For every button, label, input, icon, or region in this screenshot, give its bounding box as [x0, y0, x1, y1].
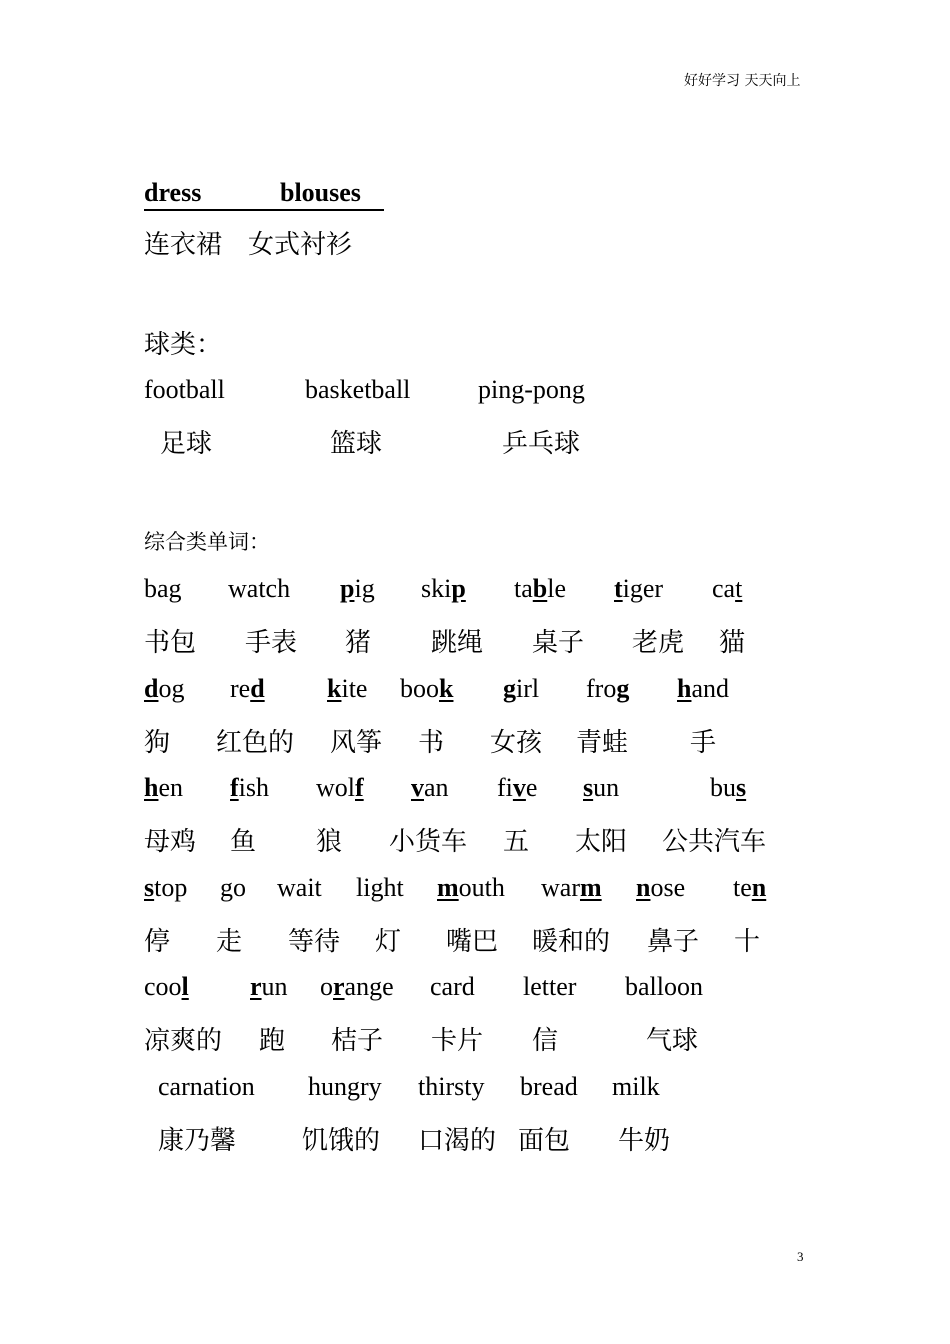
misc-translation: 饥饿的 [302, 1126, 381, 1156]
highlighted-letter: p [451, 574, 466, 603]
misc-word [586, 674, 629, 704]
word-part: ca [712, 574, 736, 603]
misc-translation: 信 [532, 1026, 559, 1056]
word-part: wol [316, 773, 355, 802]
misc-translation: 走 [216, 927, 243, 957]
misc-heading: 综合类单词： [144, 530, 270, 554]
misc-translation: 小货车 [389, 827, 468, 857]
misc-word [144, 773, 183, 803]
misc-word [437, 873, 505, 903]
highlighted-letter: m [437, 873, 459, 902]
word-part: wait [277, 873, 322, 902]
word-part: hungry [308, 1072, 382, 1101]
word-part: card [430, 972, 475, 1001]
clothes-underline [144, 209, 384, 211]
word-part: en [158, 773, 184, 802]
ball-word-1: football [144, 375, 225, 404]
word-part: og [158, 674, 185, 703]
word-part: carnation [158, 1072, 255, 1101]
word-part: outh [458, 873, 505, 902]
word-part: ish [238, 773, 270, 802]
ball-zh-1: 足球 [160, 429, 213, 459]
misc-word [340, 574, 375, 604]
misc-word [712, 574, 742, 604]
misc-translation: 灯 [375, 927, 402, 957]
misc-word [158, 1072, 255, 1102]
word-part: an [424, 773, 449, 802]
misc-translation: 康乃馨 [158, 1126, 237, 1156]
word-part: boo [400, 674, 439, 703]
misc-translation: 等待 [288, 927, 341, 957]
misc-word [625, 972, 703, 1002]
highlighted-letter: p [340, 574, 355, 603]
word-part: milk [612, 1072, 660, 1101]
highlighted-letter: k [439, 674, 454, 703]
misc-translation: 太阳 [575, 827, 628, 857]
word-part: letter [523, 972, 577, 1001]
highlighted-letter: m [579, 873, 602, 902]
word-part: iger [622, 574, 664, 603]
misc-word [677, 674, 729, 704]
word-part: thirsty [418, 1072, 485, 1101]
clothes-chinese-line: 连衣裙 女式衬衫 [144, 230, 353, 260]
misc-word [612, 1072, 660, 1102]
word-part: top [154, 873, 188, 902]
word-part: bread [520, 1072, 578, 1101]
word-part: ange [344, 972, 394, 1001]
highlighted-letter: n [636, 873, 651, 902]
misc-word [316, 773, 364, 803]
highlighted-letter: v [411, 773, 424, 802]
misc-translation: 牛奶 [618, 1126, 671, 1156]
misc-word [614, 574, 663, 604]
misc-word [503, 674, 539, 704]
misc-translation: 鱼 [230, 827, 257, 857]
misc-translation: 鼻子 [647, 927, 700, 957]
ball-zh-3: 乒乓球 [502, 429, 581, 459]
misc-word [733, 873, 766, 903]
highlighted-letter: f [230, 773, 239, 802]
highlighted-letter: f [355, 773, 364, 802]
misc-translation: 猫 [719, 628, 746, 658]
misc-word [523, 972, 576, 1002]
misc-word [421, 574, 466, 604]
misc-word [356, 873, 404, 903]
word-part: ig [354, 574, 375, 603]
highlighted-letter: s [583, 773, 594, 802]
misc-word [220, 873, 246, 903]
misc-translation: 手表 [245, 628, 298, 658]
misc-translation: 暖和的 [532, 927, 611, 957]
balls-heading: 球类： [144, 330, 223, 360]
misc-translation: 书包 [144, 628, 197, 658]
highlighted-letter: s [144, 873, 155, 902]
misc-word [144, 674, 184, 704]
word-part: ite [341, 674, 368, 703]
misc-word [144, 574, 182, 604]
misc-translation: 老虎 [632, 628, 685, 658]
word-part: un [261, 972, 288, 1001]
page-header: 好好学习 天天向上 [684, 73, 801, 89]
misc-word [497, 773, 537, 803]
misc-translation: 气球 [646, 1026, 699, 1056]
highlighted-letter: r [333, 972, 345, 1001]
word-part: le [547, 574, 566, 603]
word-part: light [356, 873, 404, 902]
misc-word [230, 773, 269, 803]
word-part: irl [516, 674, 540, 703]
word-part: and [691, 674, 730, 703]
misc-word [327, 674, 367, 704]
misc-word [320, 972, 394, 1002]
misc-translation: 桔子 [331, 1026, 384, 1056]
highlighted-letter: d [250, 674, 265, 703]
misc-translation: 桌子 [532, 628, 585, 658]
word-dress: dress [144, 178, 202, 207]
misc-translation: 停 [144, 927, 171, 957]
ball-word-2: basketball [305, 375, 411, 404]
word-part: go [220, 873, 246, 902]
misc-translation: 凉爽的 [144, 1026, 223, 1056]
misc-word [418, 1072, 484, 1102]
misc-translation: 狗 [144, 728, 171, 758]
misc-translation: 风筝 [330, 728, 383, 758]
misc-translation: 猪 [345, 628, 372, 658]
misc-word [228, 574, 290, 604]
highlighted-letter: b [532, 574, 548, 603]
word-part: re [230, 674, 251, 703]
word-part: o [320, 972, 333, 1001]
ball-zh-2: 篮球 [330, 429, 383, 459]
misc-translation: 公共汽车 [662, 827, 767, 857]
word-part: bag [144, 574, 182, 603]
word-part: ta [514, 574, 533, 603]
word-part: t [735, 574, 743, 603]
misc-translation: 五 [503, 827, 530, 857]
clothes-english-line [144, 178, 361, 208]
misc-word [636, 873, 685, 903]
misc-translation: 嘴巴 [446, 927, 499, 957]
misc-translation: 书 [418, 728, 445, 758]
word-part: balloon [625, 972, 703, 1001]
misc-word [400, 674, 453, 704]
word-part: war [541, 873, 580, 902]
misc-word [520, 1072, 578, 1102]
highlighted-letter: g [616, 674, 630, 703]
misc-translation: 红色的 [216, 728, 295, 758]
word-part: ose [650, 873, 686, 902]
highlighted-letter: d [144, 674, 159, 703]
highlighted-letter: g [503, 674, 516, 703]
highlighted-letter: l [181, 972, 189, 1001]
highlighted-letter: r [250, 972, 262, 1001]
word-part: coo [144, 972, 182, 1001]
misc-word [583, 773, 619, 803]
misc-word [144, 873, 187, 903]
misc-word [250, 972, 288, 1002]
misc-translation: 狼 [316, 827, 343, 857]
word-part: te [733, 873, 752, 902]
word-part: bu [710, 773, 736, 802]
misc-word [230, 674, 265, 704]
word-part: fi [497, 773, 513, 802]
misc-word [514, 574, 566, 604]
highlighted-letter: n [751, 873, 767, 902]
highlighted-letter: v [512, 773, 526, 802]
misc-translation: 母鸡 [144, 827, 197, 857]
misc-word [144, 972, 189, 1002]
misc-translation: 十 [734, 927, 761, 957]
highlighted-letter: s [736, 773, 747, 802]
word-part: e [525, 773, 538, 802]
word-part: ski [421, 574, 452, 603]
misc-translation: 手 [690, 728, 717, 758]
word-blouses: blouses [280, 178, 361, 207]
misc-translation: 青蛙 [576, 728, 629, 758]
highlighted-letter: t [614, 574, 623, 603]
word-part: watch [228, 574, 291, 603]
misc-word [277, 873, 322, 903]
highlighted-letter: k [327, 674, 342, 703]
misc-translation: 面包 [518, 1126, 571, 1156]
misc-translation: 跳绳 [431, 628, 484, 658]
misc-translation: 跑 [259, 1026, 286, 1056]
word-part: fro [586, 674, 617, 703]
misc-word [308, 1072, 382, 1102]
highlighted-letter: h [677, 674, 692, 703]
misc-translation: 口渴的 [418, 1126, 497, 1156]
misc-word [710, 773, 746, 803]
misc-word [411, 773, 449, 803]
word-part: un [593, 773, 620, 802]
ball-word-3: ping-pong [478, 375, 585, 404]
misc-word [541, 873, 602, 903]
misc-translation: 卡片 [431, 1026, 484, 1056]
page-number: 3 [797, 1249, 804, 1264]
misc-translation: 女孩 [490, 728, 543, 758]
highlighted-letter: h [144, 773, 159, 802]
misc-word [430, 972, 475, 1002]
